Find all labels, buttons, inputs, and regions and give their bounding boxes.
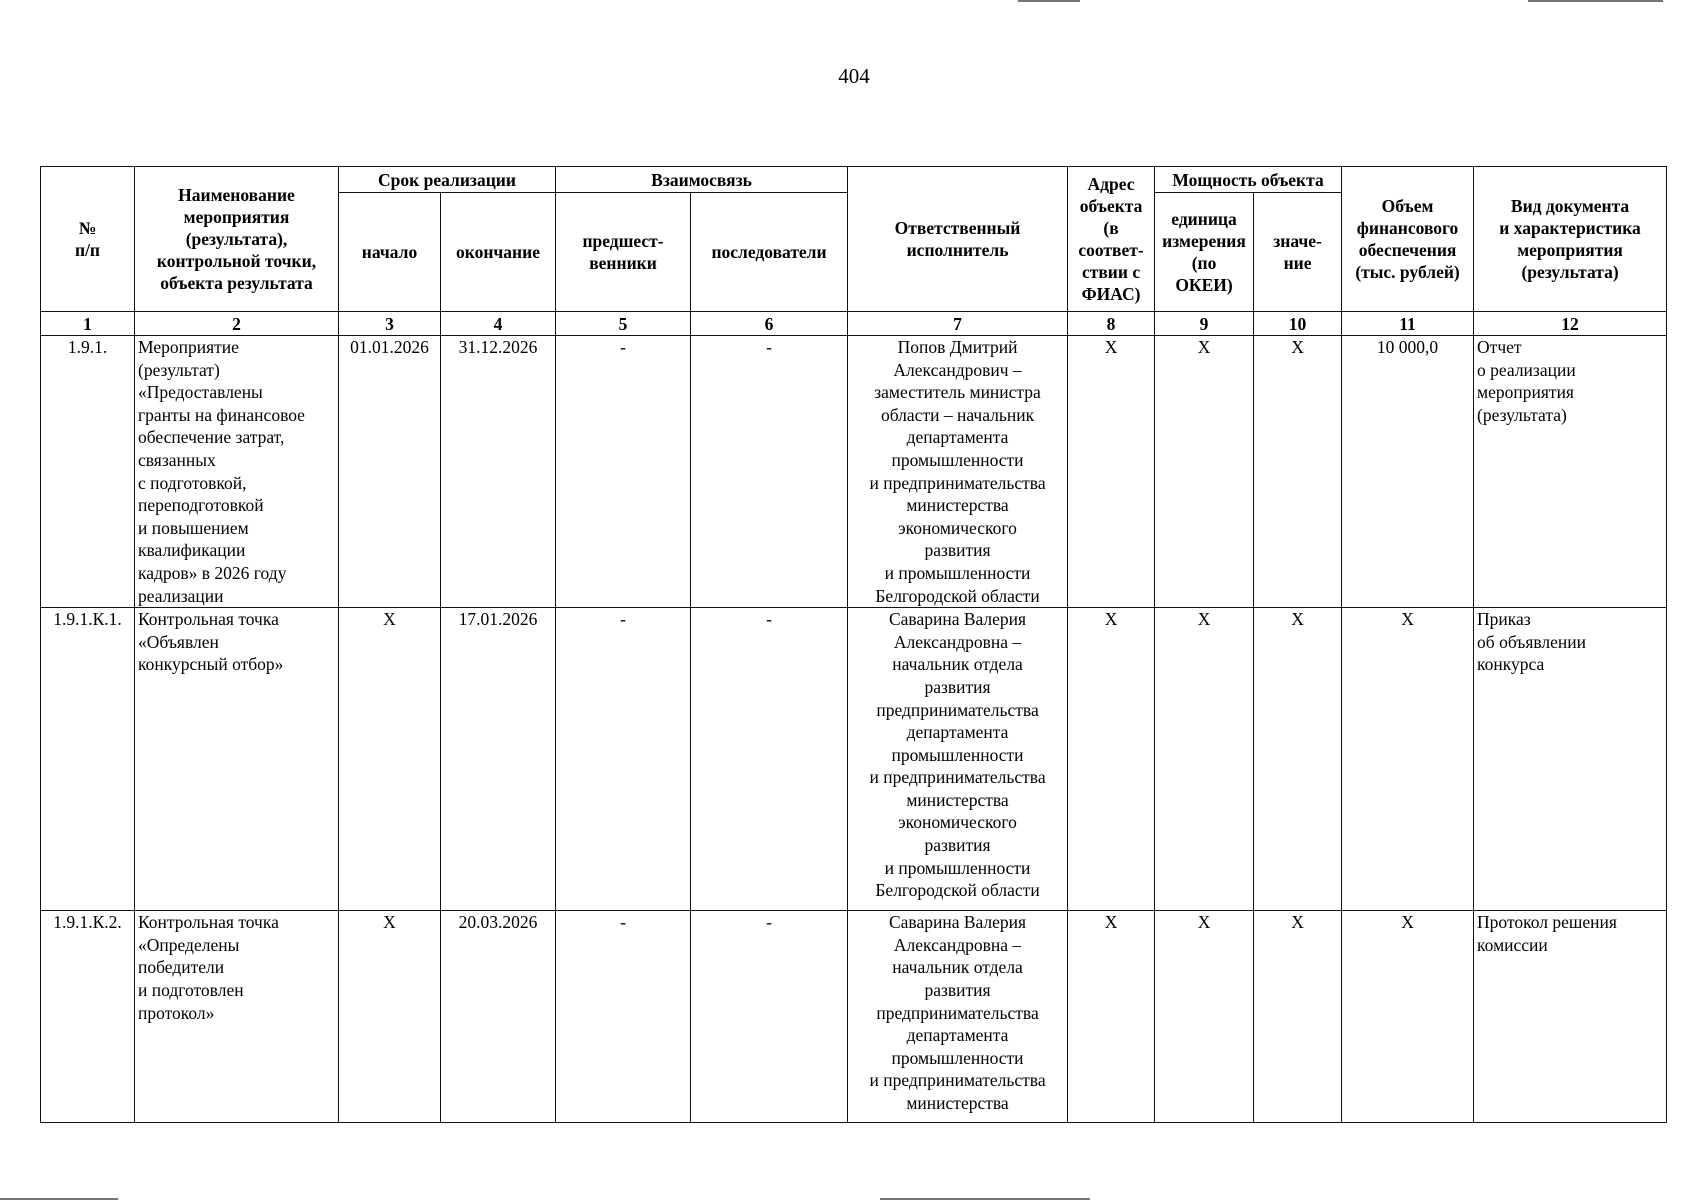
column-number: 7 [848,312,1068,336]
scan-edge-mark [1528,0,1663,2]
header-predecessors: предшест- венники [556,193,691,312]
column-number: 2 [135,312,339,336]
column-number: 6 [691,312,848,336]
header-relation: Взаимосвязь [556,167,848,193]
cell-funding: 10 000,0 [1342,336,1474,608]
header-row-1 [41,167,1667,193]
cell-successors: - [691,336,848,608]
column-number: 8 [1068,312,1155,336]
cell-successors: - [691,608,848,911]
cell-num: 1.9.1.К.2. [41,911,135,1123]
cell-value: Х [1254,608,1342,911]
column-numbers-row [41,312,1667,336]
cell-address: Х [1068,608,1155,911]
cell-unit: Х [1155,608,1254,911]
header-funding: Объем финансового обеспечения (тыс. рублей) [1342,167,1474,312]
header-name: Наименование мероприятия (результата), контрольной точки, объекта результата [135,167,339,312]
cell-doc: Протокол решения комиссии [1474,911,1667,1123]
cell-start: Х [339,911,441,1123]
column-number: 1 [41,312,135,336]
column-number: 10 [1254,312,1342,336]
cell-doc: Приказ об объявлении конкурса [1474,608,1667,911]
header-term: Срок реализации [339,167,556,193]
cell-doc: Отчет о реализации мероприятия (результата) [1474,336,1667,608]
cell-end: 20.03.2026 [441,911,556,1123]
header-term-start: начало [339,193,441,312]
cell-responsible: Саварина Валерия Александровна – начальник отдела развития предпринимательства департамента промышленности и предпринимательства министерства экономического развития и промышленности Белгородской области [848,608,1068,911]
cell-end: 17.01.2026 [441,608,556,911]
cell-predecessors: - [556,336,691,608]
cell-address: Х [1068,911,1155,1123]
cell-start: Х [339,608,441,911]
header-term-end: окончание [441,193,556,312]
table-row [41,608,1667,911]
page-number: 404 [838,64,870,88]
column-number: 11 [1342,312,1474,336]
cell-responsible: Саварина Валерия Александровна – начальник отдела развития предпринимательства департамента промышленности и предпринимательства министерства [848,911,1068,1123]
column-number: 3 [339,312,441,336]
header-value: значе- ние [1254,193,1342,312]
cell-start: 01.01.2026 [339,336,441,608]
table-row [41,336,1667,608]
header-unit: единица измерения (по ОКЕИ) [1155,193,1254,312]
header-num: № п/п [41,167,135,312]
cell-funding: Х [1342,608,1474,911]
cell-value: Х [1254,911,1342,1123]
column-number: 12 [1474,312,1667,336]
header-doc-type: Вид документа и характеристика мероприятия (результата) [1474,167,1667,312]
column-number: 9 [1155,312,1254,336]
cell-name: Контрольная точка «Объявлен конкурсный отбор» [135,608,339,911]
cell-address: Х [1068,336,1155,608]
cell-value: Х [1254,336,1342,608]
header-successors: последователи [691,193,848,312]
cell-predecessors: - [556,911,691,1123]
cell-name: Контрольная точка «Определены победители и подготовлен протокол» [135,911,339,1123]
scan-edge-mark [1018,0,1080,2]
header-address: Адрес объекта (в соответ- ствии с ФИАС) [1068,167,1155,312]
cell-funding: Х [1342,911,1474,1123]
header-capacity: Мощность объекта [1155,167,1342,193]
cell-num: 1.9.1. [41,336,135,608]
cell-unit: Х [1155,911,1254,1123]
cell-name: Мероприятие (результат) «Предоставлены гранты на финансовое обеспечение затрат, связанных с подготовкой, переподготовкой и повышением квалификации кадров» в 2026 году реализации [135,336,339,608]
cell-unit: Х [1155,336,1254,608]
column-number: 5 [556,312,691,336]
cell-end: 31.12.2026 [441,336,556,608]
cell-successors: - [691,911,848,1123]
table-row [41,911,1667,1123]
cell-predecessors: - [556,608,691,911]
plan-table [40,166,1667,1123]
column-number: 4 [441,312,556,336]
cell-responsible: Попов Дмитрий Александрович – заместитель министра области – начальник департамента промышленности и предпринимательства министерства экономического развития и промышленности Белгородской области [848,336,1068,608]
header-responsible: Ответственный исполнитель [848,167,1068,312]
cell-num: 1.9.1.К.1. [41,608,135,911]
